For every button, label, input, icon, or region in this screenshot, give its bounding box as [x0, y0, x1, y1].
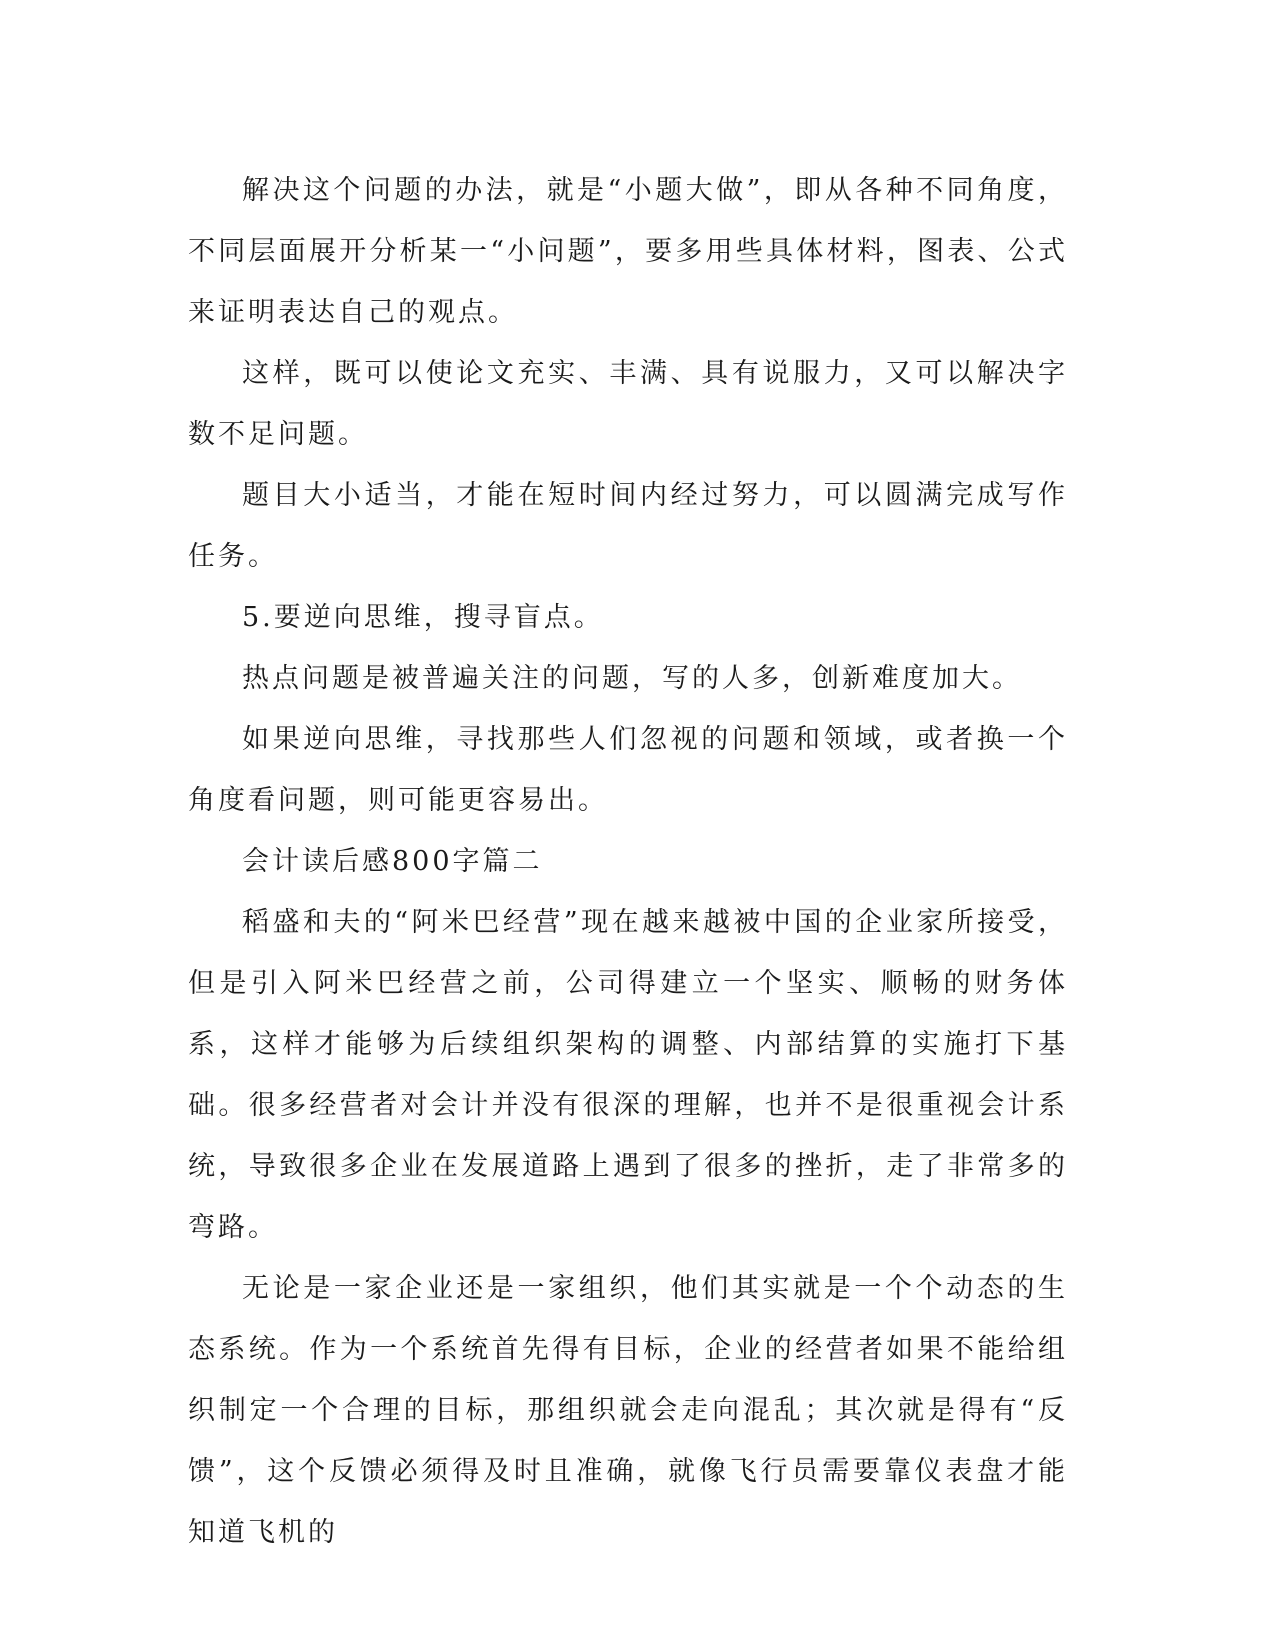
- paragraph: 如果逆向思维，寻找那些人们忽视的问题和领域，或者换一个角度看问题，则可能更容易出。: [188, 724, 1068, 816]
- paragraph: 解决这个问题的办法，就是“小题大做”，即从各种不同角度，不同层面展开分析某一“小问题”，要多用些具体材料，图表、公式来证明表达自己的观点。: [188, 175, 1068, 328]
- section-title: 会计读后感800字篇二: [242, 846, 543, 877]
- paragraph: 热点问题是被普遍关注的问题，写的人多，创新难度加大。: [242, 663, 1022, 694]
- paragraph: 无论是一家企业还是一家组织，他们其实就是一个个动态的生态系统。作为一个系统首先得有目标，企业的经营者如果不能给组织制定一个合理的目标，那组织就会走向混乱；其次就是得有“反馈”，这个反馈必须得及时且准确，就像飞行员需要靠仪表盘才能知道飞机的: [188, 1273, 1068, 1548]
- paragraph: 稻盛和夫的“阿米巴经营”现在越来越被中国的企业家所接受，但是引入阿米巴经营之前，公司得建立一个坚实、顺畅的财务体系，这样才能够为后续组织架构的调整、内部结算的实施打下基础。很多经营者对会计并没有很深的理解，也并不是很重视会计系统，导致很多企业在发展道路上遇到了很多的挫折，走了非常多的弯路。: [188, 907, 1068, 1243]
- section-point-heading: 5.要逆向思维，搜寻盲点。: [242, 602, 604, 633]
- paragraph: 这样，既可以使论文充实、丰满、具有说服力，又可以解决字数不足问题。: [188, 358, 1068, 450]
- paragraph: 题目大小适当，才能在短时间内经过努力，可以圆满完成写作任务。: [188, 480, 1068, 572]
- document-body: [188, 160, 1068, 1563]
